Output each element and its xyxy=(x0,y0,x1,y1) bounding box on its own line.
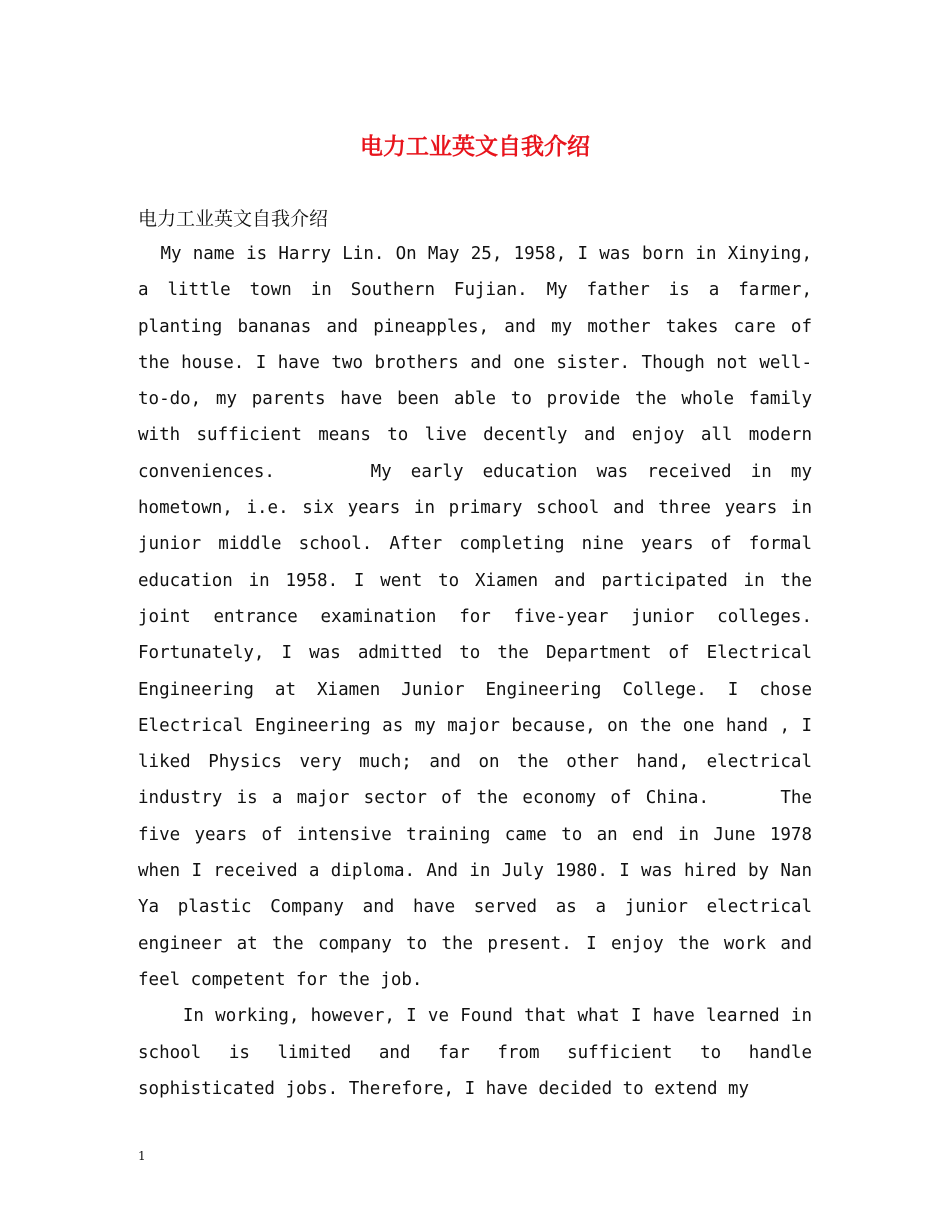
document-title: 电力工业英文自我介绍 xyxy=(360,133,590,160)
body-paragraph-2: In working, however, I ve Found that what I have learned in school is limited and far from sufficient to handle sophisticated jobs. Therefore, I have decided to extend my xyxy=(138,1006,823,1099)
body-paragraph-1: My name is Harry Lin. On May 25, 1958, I was born in Xinying, a little town in Southern Fujian. My father is a farmer, planting bananas and pineapples, and my mother takes care of the house. I have two brothers and one sister. Though not well-to-do, my parents have been able to provide the whole family with sufficient means to live decently and enjoy all modern conveniences. My early education was received in my hometown, i.e. six years in primary school and three years in junior middle school. After completing nine years of formal education in 1958. I went to Xiamen and participated in the joint entrance examination for five-year junior colleges. Fortunately, I was admitted to the Department of Electrical Engineering at Xiamen Junior Engineering College. I chose Electrical Engineering as my major because, on the one hand , I liked Physics very much; and on the other hand, electrical industry is a major sector of the economy of China. The five years of intensive training came to an end in June 1978 when I received a diploma. And in July 1980. I was hired by Nan Ya plastic Company and have served as a junior electrical engineer at the company to the present. I enjoy the work and feel competent for the job. xyxy=(138,244,823,990)
document-body xyxy=(138,202,823,1107)
document-subtitle: 电力工业英文自我介绍 xyxy=(138,208,329,230)
page-number: 1 xyxy=(138,1149,146,1163)
